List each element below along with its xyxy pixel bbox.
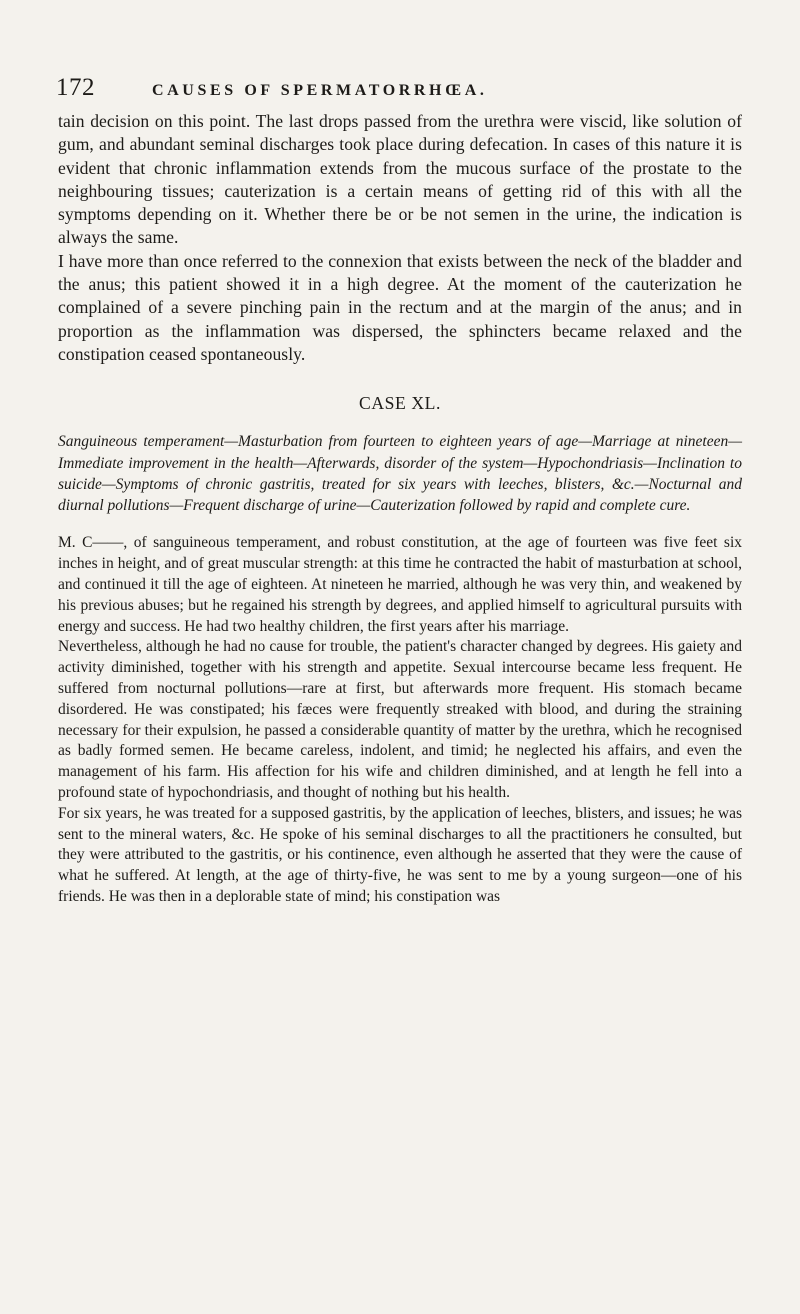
- case-paragraph-2: Nevertheless, although he had no cause for trouble, the patient's character changed by degrees. His gaiety and activity diminished, together with his strength and appetite. Sexual intercourse became less frequent. He suffered from nocturnal pollutions—rare at first, but afterwards more frequent. His stomach became disordered. He was constipated; his fæces were frequently streaked with blood, and during the straining necessary for their expulsion, he passed a considerable quantity of matter by the urethra, which he recognised as badly formed semen. He became careless, indolent, and timid; he neglected his affairs, and even the management of his farm. His affection for his wife and children diminished, and at length he fell into a profound state of hypochondriasis, and thought of nothing but his health.: [58, 638, 742, 802]
- intro-paragraph-1: tain decision on this point. The last drops passed from the urethra were viscid, like solution of gum, and abundant seminal discharges took place during defecation. In cases of this nature it is evident that chronic inflammation extends from the mucous surface of the prostate to the neighbouring tissues; cauterization is a certain means of getting rid of this with all the symptoms depending on it. Whether there be or be not semen in the urine, the indication is always the same.: [58, 111, 742, 248]
- case-summary: Sanguineous temperament—Masturbation from fourteen to eighteen years of age—Marriage at nineteen—Immediate improvement in the health—Afterwards, disorder of the system—Hypochondriasis—Inclination to suicide—Symptoms of chronic gastritis, treated for six years with leeches, blisters, &c.—Nocturnal and diurnal pollutions—Frequent discharge of urine—Cauterization followed by rapid and complete cure.: [58, 433, 742, 515]
- case-paragraph-3: For six years, he was treated for a supposed gastritis, by the application of leeches, blisters, and issues; he was sent to the mineral waters, &c. He spoke of his seminal discharges to all the practitioners he consulted, but they were attributed to the gastritis, or his continence, even although he asserted that they were the cause of what he suffered. At length, at the age of thirty-five, he was sent to me by a young surgeon—one of his friends. He was then in a deplorable state of mind; his constipation was: [58, 804, 742, 905]
- case-heading: CASE XL.: [358, 393, 442, 414]
- running-head: [56, 74, 742, 104]
- intro-paragraph-2: I have more than once referred to the connexion that exists between the neck of the bladder and the anus; this patient showed it in a high degree. At the moment of the cauterization he complained of a severe pinching pain in the rectum and at the margin of the anus; and in proportion as the inflammation was dispersed, the sphincters became relaxed and the constipation ceased spontaneously.: [58, 250, 742, 364]
- page-number: 172: [56, 74, 95, 101]
- case-paragraph-1: M. C——, of sanguineous temperament, and robust constitution, at the age of fourteen was five feet six inches in height, and of great muscular strength: at this time he contracted the habit of masturbation at school, and continued it till the age of eighteen. At nineteen he married, although he was very thin, and weakened by his previous abuses; but he regained his strength by degrees, and applied himself to agricultural pursuits with energy and success. He had two healthy children, the first years after his marriage.: [58, 534, 742, 635]
- running-title: CAUSES OF SPERMATORRHŒA.: [152, 82, 488, 99]
